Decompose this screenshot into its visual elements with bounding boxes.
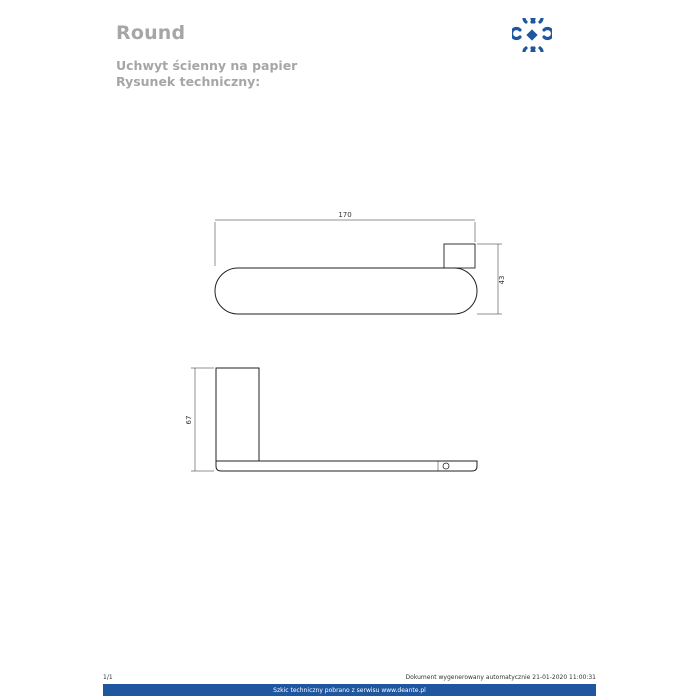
front-mount-plate xyxy=(444,244,475,268)
front-bar xyxy=(215,268,477,314)
side-view xyxy=(191,368,477,471)
side-mount-block xyxy=(216,368,259,461)
footer-source-text: Szkic techniczny pobrano z serwisu www.deante.pl xyxy=(273,686,426,694)
generated-timestamp: Dokument wygenerowany automatycznie 21-01-2020 11:00:31 xyxy=(405,674,596,681)
front-view xyxy=(215,220,502,314)
product-title: Round xyxy=(116,22,186,44)
footer-source-bar xyxy=(103,684,596,696)
dim-label-width: 170 xyxy=(338,211,352,219)
side-arm-hole xyxy=(443,463,449,469)
subtitle-line-product: Uchwyt ścienny na papier xyxy=(116,58,298,73)
dim-label-height-side: 67 xyxy=(185,415,193,425)
page-number: 1/1 xyxy=(103,674,113,681)
subtitle-line-drawing: Rysunek techniczny: xyxy=(116,74,261,89)
dim-label-height-front: 43 xyxy=(498,275,506,285)
